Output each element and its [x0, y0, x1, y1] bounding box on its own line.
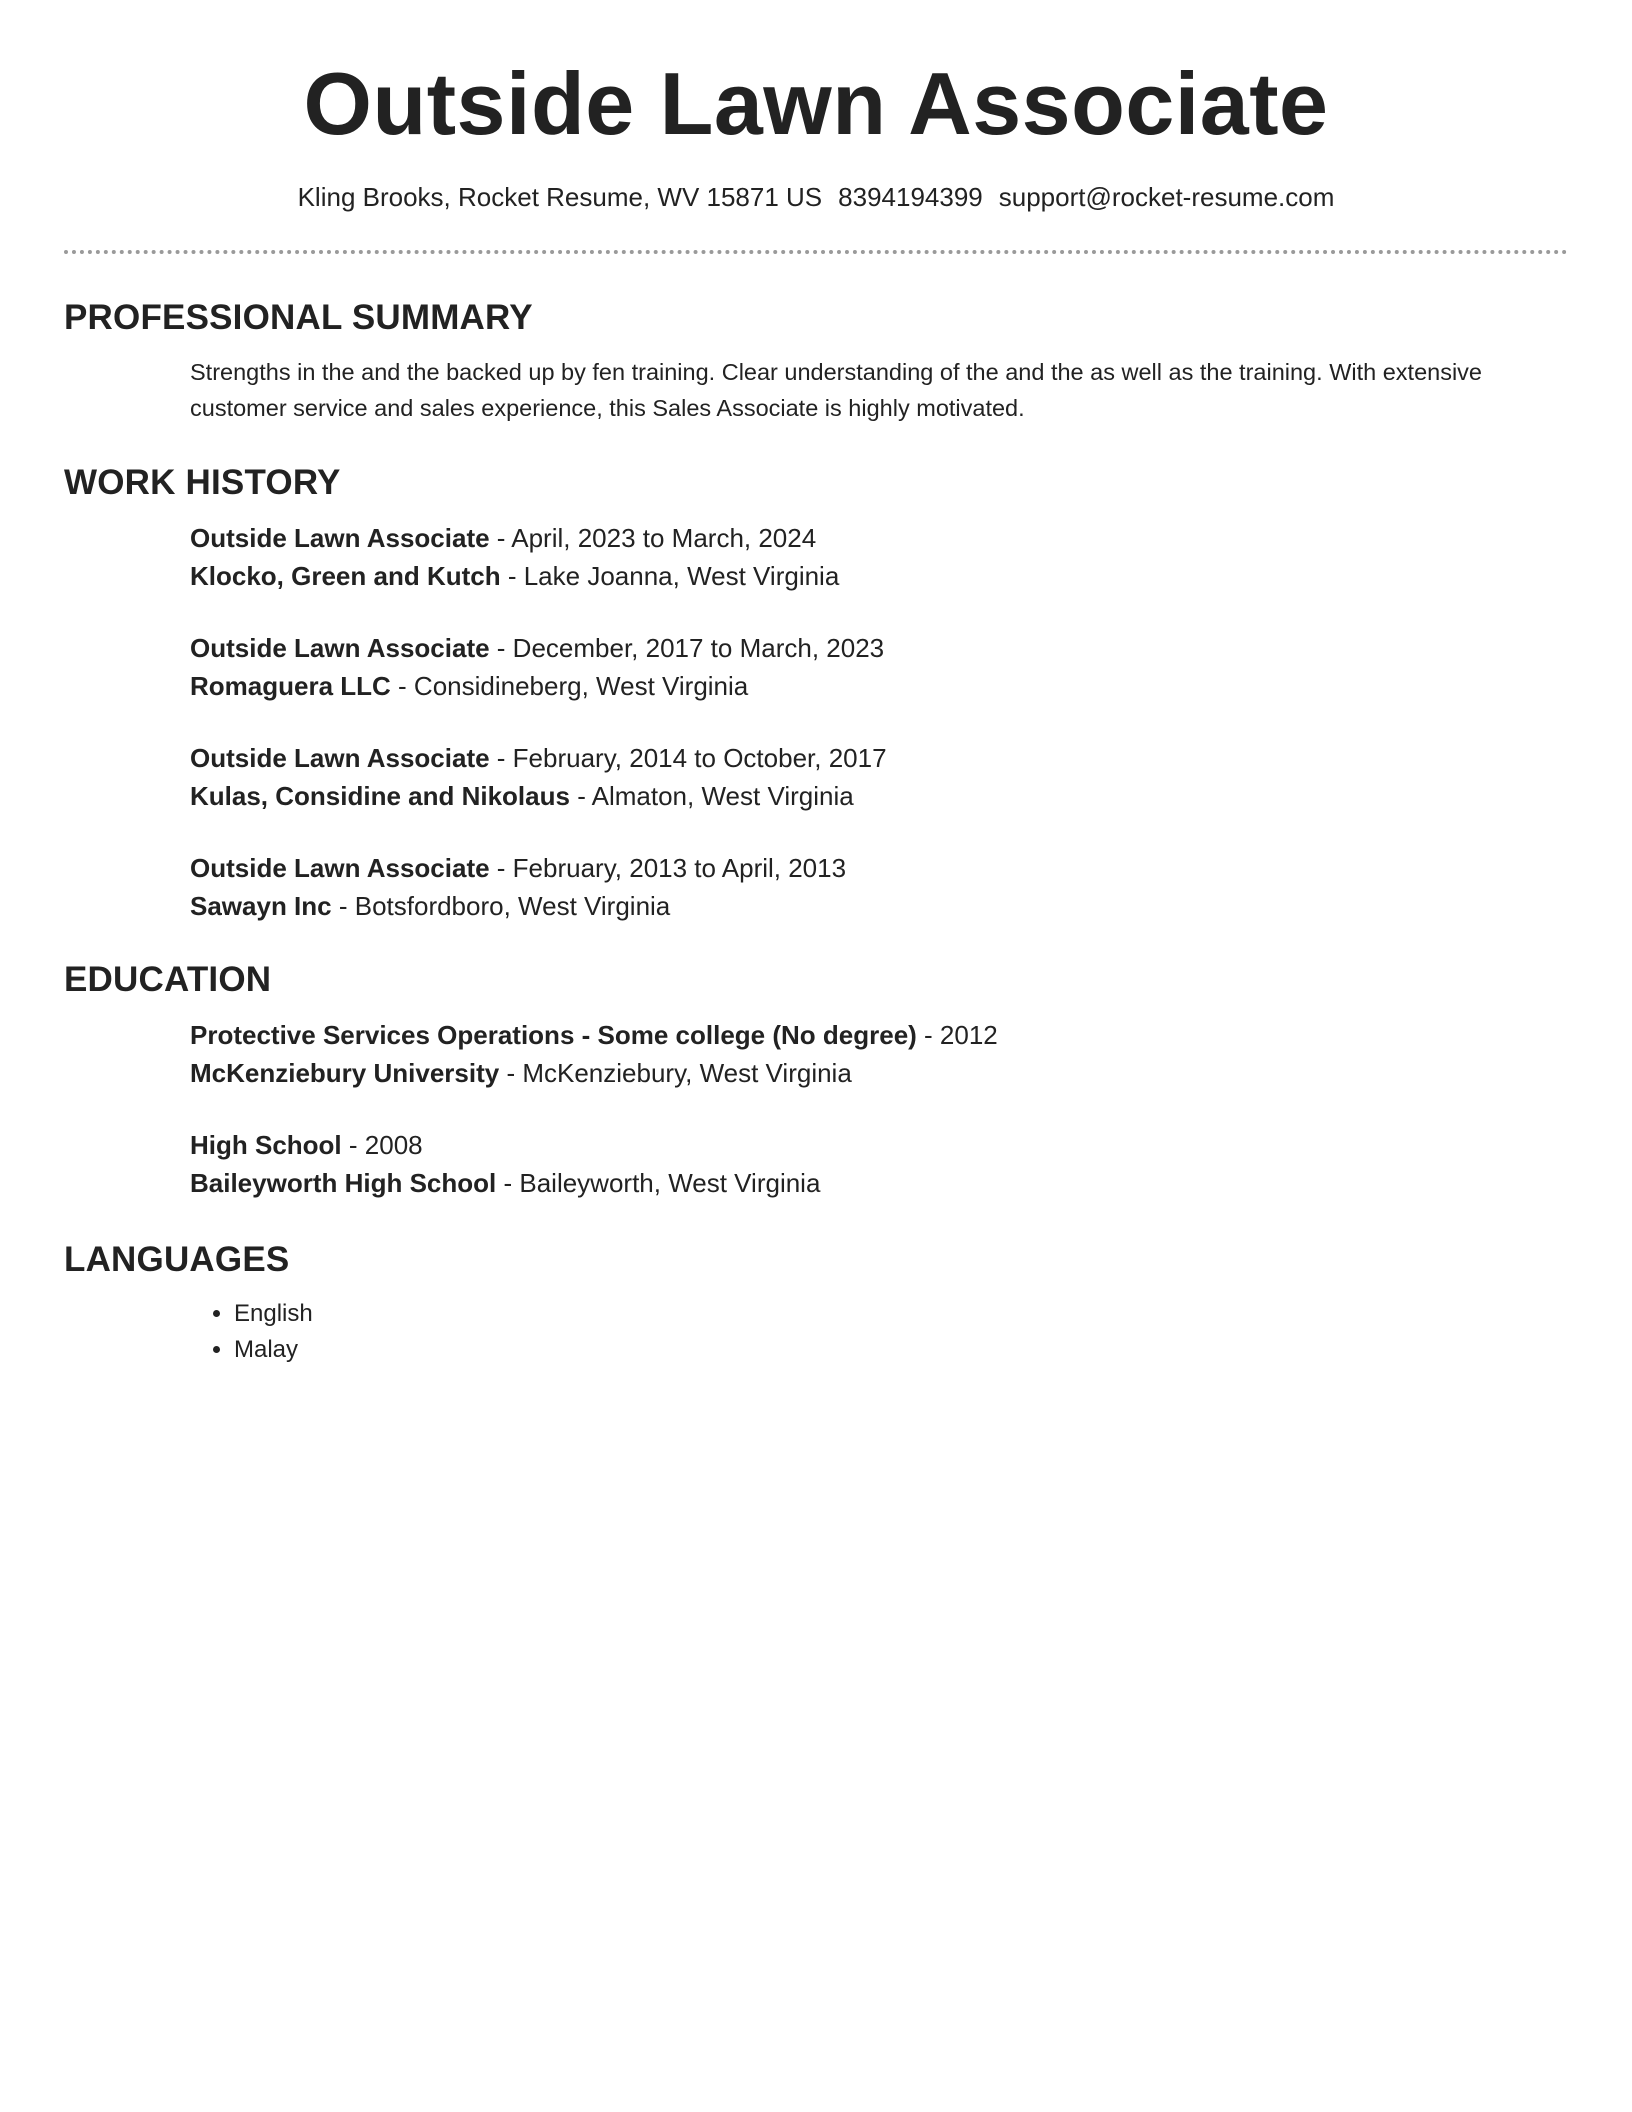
work-dates: February, 2013 to April, 2013 — [512, 853, 847, 883]
work-location: Almaton, West Virginia — [591, 781, 854, 811]
work-company: Sawayn Inc — [190, 891, 332, 921]
education-location: McKenziebury, West Virginia — [522, 1058, 852, 1088]
languages-heading: LANGUAGES — [64, 1240, 290, 1279]
separator: - — [499, 1058, 523, 1088]
work-company-line — [190, 557, 1568, 595]
work-entry — [190, 739, 1568, 815]
education-degree-line — [190, 1126, 1568, 1164]
work-entry — [190, 629, 1568, 705]
language-item: • Malay — [234, 1332, 1568, 1368]
separator: - — [331, 891, 355, 921]
contact-phone: 8394194399 — [838, 182, 983, 212]
separator: - — [500, 561, 524, 591]
work-role: Outside Lawn Associate — [190, 633, 490, 663]
languages-list — [190, 1296, 1568, 1368]
education-school: McKenziebury University — [190, 1058, 500, 1088]
education-body — [190, 1016, 1568, 1202]
education-year: 2012 — [939, 1020, 998, 1050]
work-dates: April, 2023 to March, 2024 — [511, 523, 817, 553]
education-degree: Protective Services Operations - Some college (No degree) — [190, 1020, 917, 1050]
work-company: Romaguera LLC — [190, 671, 391, 701]
header-divider — [64, 250, 1568, 254]
languages-section — [64, 1238, 1568, 1368]
education-heading: EDUCATION — [64, 960, 272, 999]
work-role-line — [190, 849, 1568, 887]
work-company: Klocko, Green and Kutch — [190, 561, 501, 591]
work-location: Lake Joanna, West Virginia — [523, 561, 840, 591]
language-item: • English — [234, 1296, 1568, 1332]
education-entry — [190, 1016, 1568, 1092]
education-location: Baileyworth, West Virginia — [519, 1168, 821, 1198]
separator: - — [916, 1020, 940, 1050]
work-location: Considineberg, West Virginia — [413, 671, 749, 701]
work-role: Outside Lawn Associate — [190, 523, 490, 553]
work-role: Outside Lawn Associate — [190, 743, 490, 773]
separator: - — [489, 743, 513, 773]
summary-section — [64, 296, 1568, 426]
separator: - — [489, 633, 513, 663]
work-section — [64, 461, 1568, 925]
education-school: Baileyworth High School — [190, 1168, 497, 1198]
work-company-line — [190, 777, 1568, 815]
work-entry — [190, 849, 1568, 925]
work-company: Kulas, Considine and Nikolaus — [190, 781, 570, 811]
education-degree-line — [190, 1016, 1568, 1054]
work-role-line — [190, 739, 1568, 777]
work-company-line — [190, 667, 1568, 705]
separator: - — [341, 1130, 365, 1160]
languages-body — [190, 1296, 1568, 1368]
education-degree: High School — [190, 1130, 342, 1160]
contact-email: support@rocket-resume.com — [998, 182, 1335, 212]
separator: - — [496, 1168, 520, 1198]
summary-text: Strengths in the and the backed up by fen training. Clear understanding of the and the as well as the training. With extensive customer service and sales experience, this Sales Associate is highly motivated. — [190, 359, 1482, 421]
work-body — [190, 519, 1568, 925]
work-location: Botsfordboro, West Virginia — [354, 891, 671, 921]
work-dates: December, 2017 to March, 2023 — [512, 633, 885, 663]
separator: - — [569, 781, 592, 811]
education-entry — [190, 1126, 1568, 1202]
work-dates: February, 2014 to October, 2017 — [512, 743, 887, 773]
education-school-line — [190, 1164, 1568, 1202]
summary-body — [190, 354, 1568, 426]
work-role-line — [190, 519, 1568, 557]
separator: - — [489, 853, 513, 883]
work-role: Outside Lawn Associate — [190, 853, 490, 883]
education-section — [64, 958, 1568, 1202]
work-role-line — [190, 629, 1568, 667]
separator: - — [390, 671, 414, 701]
separator: - — [489, 523, 512, 553]
contact-address: Kling Brooks, Rocket Resume, WV 15871 US — [297, 182, 823, 212]
contact-line — [0, 181, 1632, 213]
work-entry — [190, 519, 1568, 595]
work-company-line — [190, 887, 1568, 925]
education-year: 2008 — [364, 1130, 423, 1160]
summary-heading: PROFESSIONAL SUMMARY — [64, 298, 533, 337]
resume-title: Outside Lawn Associate — [303, 54, 1329, 153]
work-heading: WORK HISTORY — [64, 463, 341, 502]
education-school-line — [190, 1054, 1568, 1092]
